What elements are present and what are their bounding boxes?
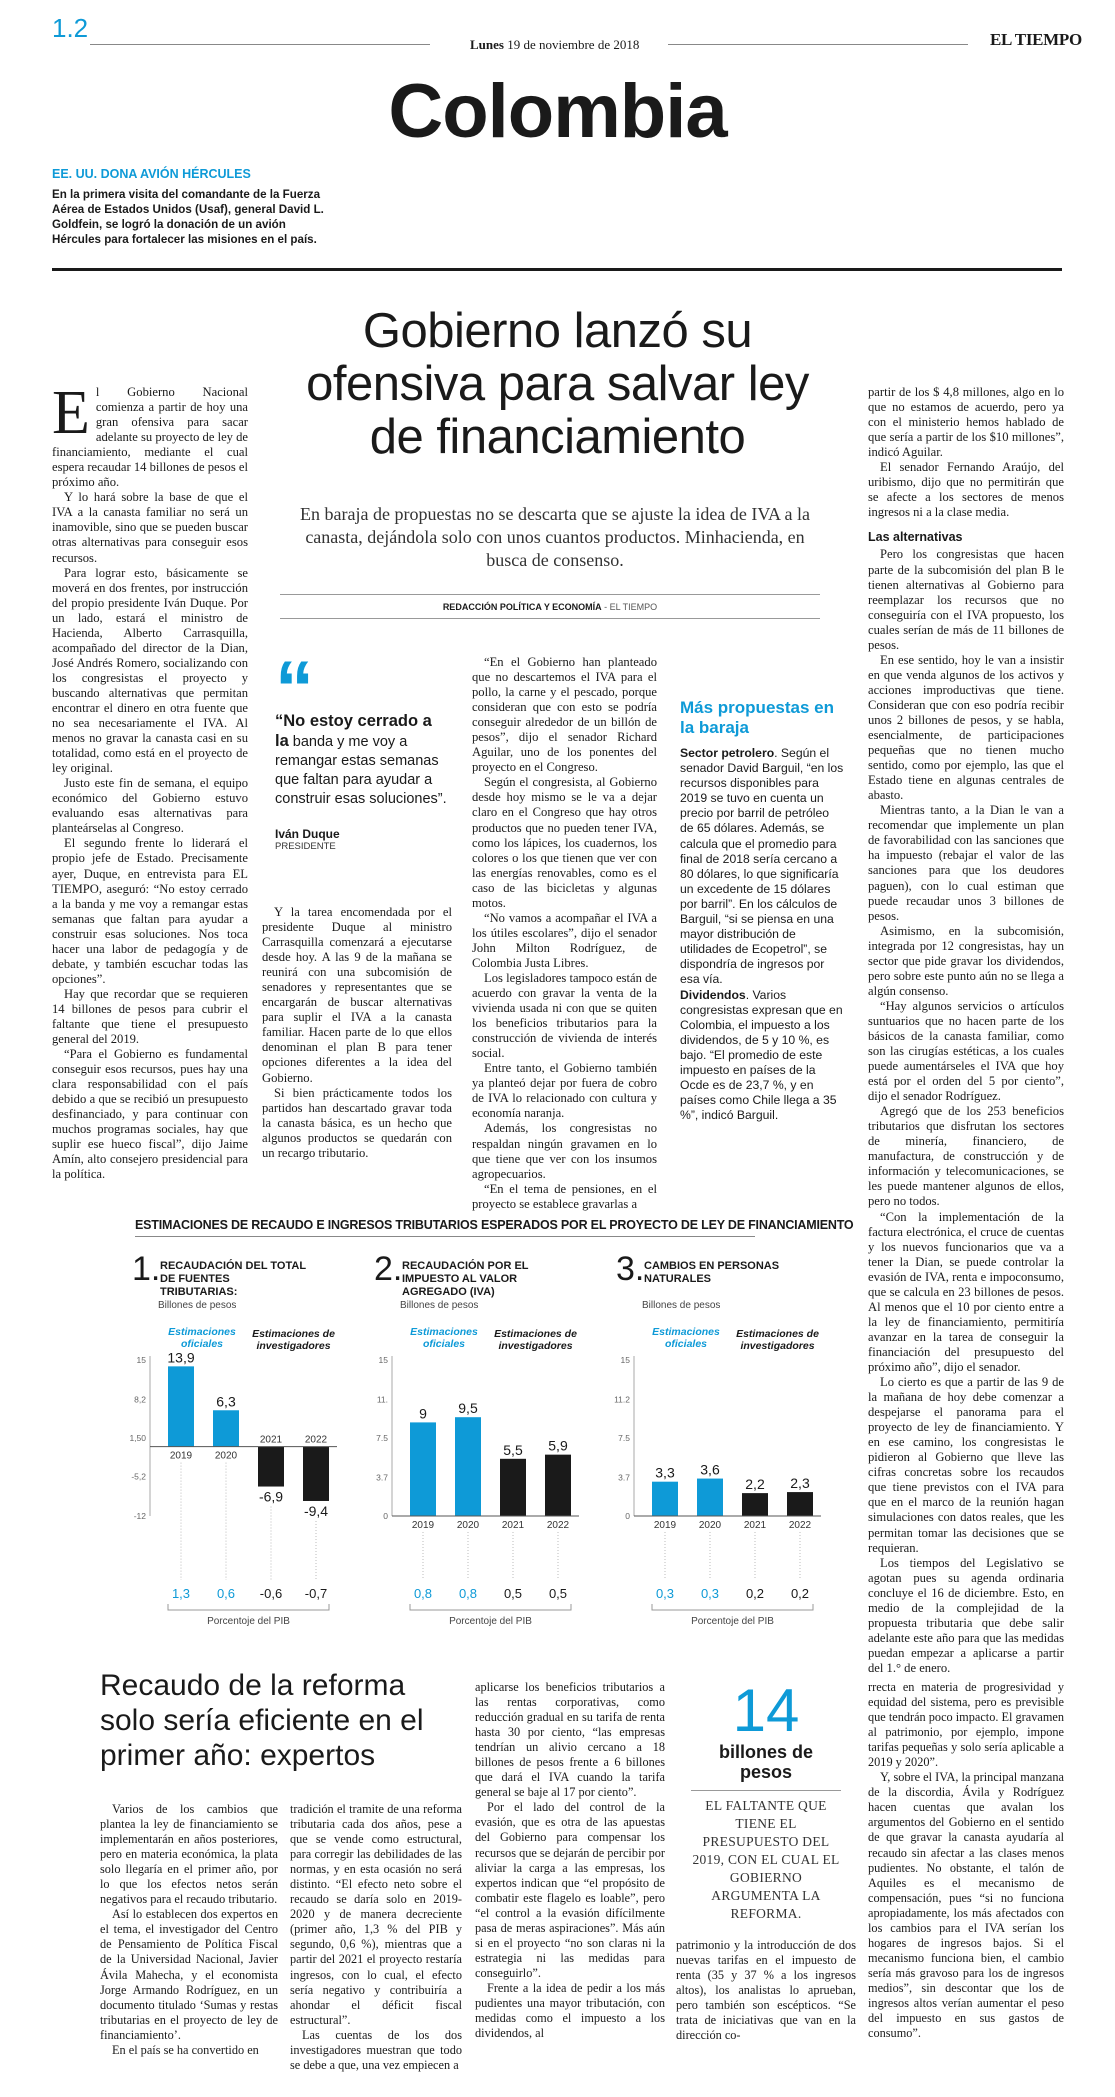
paragraph: Y, sobre el IVA, la principal manzana de la discordia, Ávila y Rodríguez hacen cuentas que avalan los argumentos del Gobierno en el sentido de que gravar la canasta ayudaría al recaudo sin afectar a las clases menos pudientes. No obstante, el talón de Aquiles es el mecanismo de compensación, pues “si no funciona apropiadamente, los más afectados con los cambios para el IVA serían los hogares de ingresos bajos. Si el mecanismo funciona bien, el cambio sería más gravoso para los de ingresos medios”, sin descontar que los de ingresos altos verían aumentar el peso del impuesto en sus gastos de consumo”. <box>868 1770 1064 2041</box>
bar-2020 <box>455 1417 481 1516</box>
infographic-title-rule <box>135 1236 755 1237</box>
second-col5 <box>868 1680 1064 2041</box>
col3-paragraphs <box>472 655 657 1212</box>
callout <box>676 1677 856 1923</box>
chart-svg <box>370 1348 605 1638</box>
value-label: 2,3 <box>790 1475 810 1492</box>
main-col2 <box>262 905 452 1161</box>
brief-text: En la primera visita del comandante de la Fuerza Aérea de Estados Unidos (Usaf), general David L. Goldfein, se logró la donación de un avión Hércules para fortalecer las misiones en el país. <box>52 188 324 246</box>
main-subhead: En baraja de propuestas no se descarta que se ajuste la idea de IVA a la canasta, dejándola solo con unos cuantos productos. Minhacienda, en busca de consenso. <box>300 504 810 570</box>
pib-value: -0,6 <box>259 1586 283 1601</box>
paragraph: Hay que recordar que se requieren 14 billones de pesos para cubrir el faltante que tiene el presupuesto general del 2019. <box>52 986 248 1047</box>
page-number <box>52 14 88 42</box>
main-col5 <box>868 385 1064 1676</box>
legend-investigators: Estimaciones de investigadores <box>494 1328 577 1352</box>
value-label: 5,5 <box>503 1441 523 1458</box>
pib-value: 0,3 <box>700 1586 720 1601</box>
callout-text: EL FALTANTE QUE TIENE EL PRESUPUESTO DEL 2019, CON EL CUAL EL GOBIERNO ARGUMENTA LA REFORMA. <box>692 1798 840 1921</box>
y-tick-label: 7.5 <box>618 1433 630 1443</box>
bar-2019 <box>652 1482 678 1516</box>
paragraph: Los tiempos del Legislativo se agotan pues su agenda ordinaria concluye el 16 de diciembre. Esto, en medio de la complejidad de la propuesta tributaria que debe salir adelante este año para que las medidas puedan empezar a aplicarse a partir del 1.° de enero. <box>868 1555 1064 1675</box>
pull-quote <box>275 644 450 852</box>
category-label: 2020 <box>456 1520 480 1531</box>
paragraph: “Para el Gobierno es fundamental conseguir esos recursos, pues hay una clara responsabilidad con el país debido a que se recibió un presupuesto desfinanciado, y para continuar con muchos programas sociales, hay que suplir ese hueco fiscal”, dijo Jaime Amín, alto consejero presidencial para la política. <box>52 1047 248 1182</box>
chart-number: 3. <box>616 1250 645 1288</box>
byline-rule-bottom <box>280 618 820 619</box>
value-label: 9 <box>419 1405 427 1422</box>
pib-value: 0,5 <box>548 1586 568 1601</box>
pib-value: 0,8 <box>458 1586 478 1601</box>
header-date-day: Lunes <box>470 37 504 52</box>
value-label: 5,9 <box>548 1437 568 1454</box>
paragraph: “Hay algunos servicios o artículos suntuarios que no hacen parte de los básicos de la canasta familiar, como son las cirugías estéticas, a los cuales puede aumentárseles el IVA que hoy está por el orden del 5 por ciento”, dijo el senador Rodríguez. <box>868 998 1064 1104</box>
byline-rule <box>280 594 820 595</box>
quote-role: PRESIDENTE <box>275 841 336 852</box>
second-col4 <box>676 1938 856 2043</box>
pib-bracket <box>652 1604 813 1610</box>
y-tick-label: 7.5 <box>376 1433 388 1443</box>
pib-value: -0,7 <box>304 1586 328 1601</box>
page-number-text: 1.2 <box>52 13 89 43</box>
pib-value: 0,2 <box>790 1586 810 1601</box>
sidebar-p1 <box>680 746 844 988</box>
dropcap: E <box>52 379 90 447</box>
chart-panel-1 <box>128 1248 363 1638</box>
chart-number: 1. <box>132 1250 161 1288</box>
pib-label: Porcentoje del PIB <box>691 1616 774 1627</box>
bar-2021 <box>742 1493 768 1516</box>
callout-rule <box>691 1790 841 1791</box>
sidebar-p1-text: . Según el senador David Barguil, “en los recursos disponibles para 2019 se tuvo en cuenta un precio por barril de petróleo de 65 dólares. Además, se calcula que el promedio para final de 2018 sería cercano a 80 dólares, lo que significaría un excedente de 15 dólares por barril”. En los cálculos de Barguil, “si se piensa en una mayor distribución de utilidades de Ecopetrol”, se dispondría de ingresos por esa vía. <box>680 746 844 987</box>
category-label: 2021 <box>501 1520 525 1531</box>
category-label: 2022 <box>788 1520 812 1531</box>
pib-label: Porcentoje del PIB <box>449 1616 532 1627</box>
infographic-title: ESTIMACIONES DE RECAUDO E INGRESOS TRIBUTARIOS ESPERADOS POR EL PROYECTO DE LEY DE FINANCIAMIENTO <box>135 1218 854 1232</box>
y-tick-label: -5,2 <box>131 1471 146 1482</box>
header-date <box>470 38 639 52</box>
y-tick-label: 11. <box>376 1394 388 1405</box>
chart-svg <box>128 1348 363 1638</box>
paragraph: tradición el tramite de una reforma tributaria cada dos años, pese a que se vende como estructural, para corregir las debilidades de las normas, y en esta ocasión no será distinto. “El efecto neto sobre el recaudo se daría solo en 2019-2020 y de manera decreciente (primer año, 1,3 % del PIB y segundo, 0,6 %), mientras que a partir del 2021 el proyecto restaría ingresos, con lo cual, el efecto sería negativo y contribuiría a ahondar el déficit fiscal estructural”. <box>290 1802 462 2027</box>
main-col1 <box>52 379 248 1182</box>
pib-value: 0,2 <box>745 1586 765 1601</box>
paragraph: El senador Fernando Araújo, del uribismo, dijo que no permitirán que se afecte a los sectores de menos ingresos ni a la clase media. <box>868 460 1064 520</box>
y-tick-label: 15 <box>620 1355 630 1365</box>
category-label: 2022 <box>304 1434 328 1446</box>
second-col4-text: patrimonio y la introducción de dos nuevas tarifas en el impuesto de renta (35 y 37 % a los ingresos altos), los analistas lo aprueban, pero también son escépticos. “Se trata de iniciativas que van en la dirección co- <box>676 1938 856 2043</box>
paragraph: Por el lado del control de la evasión, que es otra de las apuestas del Gobierno para compensar los recursos que se dejarán de percibir por aliviar la carga a las empresas, los expertos indican que “el propósito de combatir este flagelo es loable”, pero “el control a la evasión difícilmente pasa de meras aspiraciones”. Más aún si en el proyecto “no son claras ni la estrategia ni las medidas para conseguirlo”. <box>475 1800 665 1980</box>
paragraph: Según el congresista, al Gobierno desde hoy mismo se le va a dejar claro en el Congreso que hay otros productos que no pueden tener IVA, como los lápices, los cuadernos, los colores o los que tienen que ver con las energías renovables, como es el caso de las bicicletas y algunas motos. <box>472 775 657 910</box>
quote-rest: banda y me voy a remangar estas semanas que faltan para ayudar a construir esas soluciones”. <box>275 734 447 807</box>
paragraph: Además, los congresistas no respaldan ningún gravamen en lo que tiene que ver con los insumos agropecuarios. <box>472 1121 657 1181</box>
value-label: 13,9 <box>167 1349 195 1366</box>
second-col3 <box>475 1680 665 2041</box>
paragraph: “En el tema de pensiones, en el proyecto se establece gravarlas a <box>472 1181 657 1211</box>
paragraph: Entre tanto, el Gobierno también ya planteó dejar por fuera de cobro de IVA lo relacionado con cultura y economía naranja. <box>472 1061 657 1121</box>
header-rule-right <box>668 44 968 45</box>
second-col1-paragraphs <box>100 1802 278 2058</box>
y-tick-label: 0 <box>625 1511 630 1521</box>
bar-2019 <box>410 1422 436 1516</box>
bar-2020 <box>213 1410 239 1446</box>
category-label: 2021 <box>743 1520 767 1531</box>
value-label: 2,2 <box>745 1476 765 1493</box>
chart-unit: Billones de pesos <box>400 1300 479 1311</box>
legend-official: Estimaciones oficiales <box>410 1326 478 1350</box>
category-label: 2020 <box>214 1450 238 1462</box>
paragraph: Justo este fin de semana, el equipo económico del Gobierno estuvo evaluando esas alternativas para planteárselas al Congreso. <box>52 776 248 836</box>
paragraph: “En el Gobierno han planteado que no descartemos el IVA para el pollo, la carne y el pescado, porque consideran que con esto se podría conseguir alrededor de un billón de pesos”, dijo el senador Richard Aguilar, uno de los ponentes del proyecto en el Congreso. <box>472 655 657 775</box>
value-label: 9,5 <box>458 1400 478 1417</box>
value-label: -9,4 <box>303 1502 329 1519</box>
paragraph: El segundo frente lo liderará el propio jefe de Estado. Precisamente ayer, Duque, en entrevista para EL TIEMPO, aseguró: “No estoy cerrado a la banda y me voy a remangar estas semanas que faltan para ayudar a construir esas soluciones. Nos toca hacer una labor de pedagogía y de debate, y también escuchar todas las opciones”. <box>52 836 248 986</box>
paragraph: Frente a la idea de pedir a los más pudientes una mayor tributación, con medidas como el impuesto a los dividendos, al <box>475 1980 665 2041</box>
pib-value: 0,3 <box>655 1586 675 1601</box>
byline-bold: REDACCIÓN POLÍTICA Y ECONOMÍA <box>442 602 602 612</box>
y-tick-label: 0 <box>383 1511 388 1521</box>
chart-title: RECAUDACIÓN DEL TOTAL DE FUENTES TRIBUTARIAS: <box>160 1260 306 1298</box>
header-bottom-rule <box>52 268 1062 271</box>
quote-text <box>275 712 450 809</box>
sidebar-p2 <box>680 988 844 1124</box>
quote-bold: “No estoy cerrado a la <box>275 712 432 750</box>
paragraph: Para lograr esto, básicamente se moverá en dos frentes, por instrucción del propio presidente Iván Duque. Por un lado, estará el ministro de Hacienda, Alberto Carrasquilla, acompañado del director de la Dian, José Andrés Romero, socializando con los congresistas el proyecto y buscando alternativas que permitan encontrar el dinero en otra fuente que no sea necesariamente el IVA. Al menos no gravar la canasta casi en su totalidad, como está en el proyecto de ley original. <box>52 565 248 776</box>
sidebar-title: Más propuestas en la baraja <box>680 698 834 737</box>
legend-official: Estimaciones oficiales <box>652 1326 720 1350</box>
paragraph: Así lo establecen dos expertos en el tema, el investigador del Centro de Pensamiento de Política Fiscal de la Universidad Nacional, Javier Ávila Mahecha, y el economista Jorge Armando Rodríguez, en un documento titulado ‘Sumas y restas tributarias en el proyecto de ley de financiamiento’. <box>100 1907 278 2042</box>
y-tick-label: 1,50 <box>129 1433 146 1443</box>
paragraph: aplicarse los beneficios tributarios a las rentas corporativas, como reducción gradual en su tarifa de renta hasta 30 por ciento, “las empresas tendrían un alivio cercano a 18 billones de pesos frente a 6 billones que dará el IVA cuando la tarifa general se baje al 17 por ciento”. <box>475 1680 665 1800</box>
y-tick-label: -12 <box>133 1511 146 1521</box>
pib-bracket <box>410 1604 571 1610</box>
paragraph: Y lo hará sobre la base de que el IVA a la canasta familiar no será un inamovible, sino que se pueden buscar otras alternativas para conseguir esos recursos. <box>52 490 248 565</box>
chart-unit: Billones de pesos <box>642 1300 721 1311</box>
paragraph: “Con la implementación de la factura electrónica, el cruce de cuentas y los nuevos funcionarios que va a tener la Dian, se puede controlar la evasión de IVA, renta e impoconsumo, que se calcula en 23 billones de pesos. Al menos que el 10 por ciento entre a la ley de financiamiento, permitiría avanzar en la tarea de conseguir la financiación del presupuesto del próximo año”, dijo el senador. <box>868 1209 1064 1374</box>
value-label: 3,6 <box>700 1461 720 1478</box>
paragraph: Lo cierto es que a partir de las 9 de la mañana de hoy debe comenzar a despejarse el panorama para el proyecto de ley de financiamiento. Y en ese camino, los congresistas le pidieron al Gobierno que lleve las cifras concretas sobre los recaudos que tiene previstos con el IVA para que en el marco de la reunión hagan simulaciones con datos reales, que les permitan tomar las decisiones que se requieran. <box>868 1375 1064 1555</box>
paragraph: rrecta en materia de progresividad y equidad del sistema, pero es previsible que tendrán poco impacto. El gravamen al patrimonio, por ejemplo, impone tarifas pequeñas y solo sería aplicable a 2019 y 2020”. <box>868 1680 1064 1770</box>
y-tick-label: 3.7 <box>618 1472 630 1483</box>
value-label: -6,9 <box>258 1488 284 1505</box>
col1-lead: l Gobierno Nacional comienza a partir de hoy una gran ofensiva para sacar adelante su proyecto de ley de financiamiento, mediante el cual espera recaudar 14 billones de pesos el próximo año. <box>52 385 248 490</box>
col5-paragraphs <box>868 385 1064 520</box>
y-tick-label: 15 <box>136 1355 146 1365</box>
category-label: 2019 <box>411 1520 435 1531</box>
col2-paragraphs <box>262 905 452 1161</box>
section-title: Colombia <box>388 69 727 154</box>
paragraph: Varios de los cambios que plantea la ley de financiamiento se implementarán en años posteriores, pero en materia económica, la plata solo llegaría en el primer año, por lo que los efectos netos serán negativos para el recaudo tributario. <box>100 1802 278 1907</box>
pib-value: 0,6 <box>216 1586 236 1601</box>
legend-investigators: Estimaciones de investigadores <box>736 1328 819 1352</box>
pib-value: 1,3 <box>171 1586 191 1601</box>
bar-2022 <box>545 1455 571 1516</box>
paragraph: Pero los congresistas que hacen parte de la subcomisión del plan B le tienen alternativas al Gobierno para reemplazar los recursos que no conseguiría con el IVA propuesto, los cuales serían de más de 11 billones de pesos. <box>868 547 1064 652</box>
category-label: 2021 <box>259 1434 283 1446</box>
header-rule-left <box>90 44 430 45</box>
chart-number: 2. <box>374 1250 403 1288</box>
chart-panel-2 <box>370 1248 605 1638</box>
callout-unit: billones de pesos <box>718 1742 814 1782</box>
paragraph: Si bien prácticamente todos los partidos han descartado gravar toda la canasta básica, es un hecho que algunos productos se quedarán con un recargo tributario. <box>262 1085 452 1160</box>
value-label: 3,3 <box>655 1464 675 1481</box>
pib-label: Porcentoje del PIB <box>207 1616 290 1627</box>
bar-2021 <box>258 1447 284 1487</box>
bar-2022 <box>787 1492 813 1516</box>
legend-official: Estimaciones oficiales <box>168 1326 236 1350</box>
byline-rest: - EL TIEMPO <box>601 602 658 612</box>
quote-mark-icon: “ <box>275 644 314 732</box>
byline <box>280 602 820 613</box>
sidebar-p2-bold: Dividendos <box>680 987 746 1002</box>
category-label: 2022 <box>546 1520 570 1531</box>
y-tick-label: 8,2 <box>134 1394 146 1405</box>
sidebar-p1-bold: Sector petrolero <box>680 746 775 760</box>
bar-2021 <box>500 1459 526 1516</box>
paragraph: Las cuentas de los dos investigadores muestran que todo se debe a que, una vez empiecen a <box>290 2027 462 2072</box>
second-col2-paragraphs <box>290 1802 462 2073</box>
pib-bracket <box>168 1604 329 1610</box>
paragraph: “No vamos a acompañar el IVA a los útiles escolares”, dijo el senador John Milton Rodríguez, de Colombia Justa Libres. <box>472 910 657 970</box>
bar-2020 <box>697 1479 723 1516</box>
col5-subhead: Las alternativas <box>868 530 963 545</box>
header-date-rest: 19 de noviembre de 2018 <box>503 37 640 52</box>
bar-2022 <box>303 1447 329 1501</box>
paragraph: Y la tarea encomendada por el presidente Duque al ministro Carrasquilla comenzará a ejecutarse desde hoy. A las 9 de la mañana se reunirá con una subcomisión de senadores y representantes que se encargarán de buscar alternativas para suplir el IVA a la canasta familiar. Hacen parte de lo que ellos denominan el plan B para tener opciones diferentes a la idea del Gobierno. <box>262 905 452 1085</box>
chart-svg <box>612 1348 847 1638</box>
bar-2019 <box>168 1366 194 1446</box>
legend-investigators: Estimaciones de investigadores <box>252 1328 335 1352</box>
y-tick-label: 15 <box>378 1355 388 1365</box>
chart-unit: Billones de pesos <box>158 1300 237 1311</box>
pib-value: 0,8 <box>413 1586 433 1601</box>
paragraph: partir de los $ 4,8 millones, algo en lo que no estamos de acuerdo, pero ya con el ministerio hemos hablado de que sería a partir de los $10 millones”, indicó Aguilar. <box>868 385 1064 460</box>
category-label: 2019 <box>653 1520 677 1531</box>
paragraph: En ese sentido, hoy le van a insistir en que venda algunos de los activos y acciones improductivas que tiene. Consideran que con eso podría recibir unos 2 billones de pesos, y se habla, esencialmente, de participaciones pequeñas que no tienen mucho sentido, como por ejemplo, las que el Estado tiene en algunas centrales de abasto. <box>868 652 1064 803</box>
chart-panel-3 <box>612 1248 847 1638</box>
brand-logo: EL TIEMPO <box>990 30 1082 49</box>
col5-paragraphs-2 <box>868 547 1064 1676</box>
y-tick-label: 11.2 <box>614 1394 630 1405</box>
second-col5-paragraphs <box>868 1680 1064 2041</box>
sidebar-box <box>680 698 844 1123</box>
col1-paragraphs <box>52 490 248 1182</box>
category-label: 2019 <box>169 1450 193 1462</box>
y-tick-label: 3.7 <box>376 1472 388 1483</box>
paragraph: En el país se ha convertido en <box>112 2042 259 2057</box>
main-col3 <box>472 655 657 1212</box>
second-col2 <box>290 1802 462 2073</box>
paragraph: Mientras tanto, a la Dian le van a recomendar que implemente un plan de favorabilidad con las sanciones que ha impuesto (rebajar el valor de las sanciones para que los deudores paguen), con lo cual estiman que puede recaudar unos 3 billones de pesos. <box>868 803 1064 923</box>
quote-name: Iván Duque <box>275 827 340 841</box>
value-label: 6,3 <box>216 1393 236 1410</box>
paragraph: Los legisladores tampoco están de acuerdo con gravar la venta de la vivienda usada ni con que se quiten los beneficios tributarios para la construcción de vivienda de interés social. <box>472 970 657 1061</box>
callout-number: 14 <box>732 1677 800 1744</box>
chart-title: RECAUDACIÓN POR EL IMPUESTO AL VALOR AGREGADO (IVA) <box>402 1260 529 1298</box>
brief-kicker: EE. UU. DONA AVIÓN HÉRCULES <box>52 167 251 181</box>
paragraph: Agregó que de los 253 beneficios tributarios que disfrutan los sectores de minería, financiero, de manufactura, de construcción y de información y telecomunicaciones, se les puede mantener algunos de ellos, pero no todos. <box>868 1104 1064 1209</box>
second-col3-paragraphs <box>475 1680 665 2041</box>
sidebar-p2-text: . Varios congresistas expresan que en Colombia, el impuesto a los dividendos, de 5 y 10 %, es bajo. “El promedio de este impuesto en países de la Ocde es de 23,7 %, y en países como Chile llega a 35 %”, indicó Barguil. <box>680 987 843 1123</box>
second-col1 <box>100 1802 278 2058</box>
paragraph: Asimismo, en la subcomisión, integrada por 12 congresistas, hay un sector que pide gravar los dividendos, pero sobre este punto aún no se llega a algún consenso. <box>868 923 1064 998</box>
main-headline: Gobierno lanzó su ofensiva para salvar ley de financiamiento <box>306 304 809 464</box>
chart-title: CAMBIOS EN PERSONAS NATURALES <box>644 1260 780 1285</box>
second-headline: Recaudo de la reforma solo sería eficiente en el primer año: expertos <box>100 1669 424 1772</box>
pib-value: 0,5 <box>503 1586 523 1601</box>
category-label: 2020 <box>698 1520 722 1531</box>
